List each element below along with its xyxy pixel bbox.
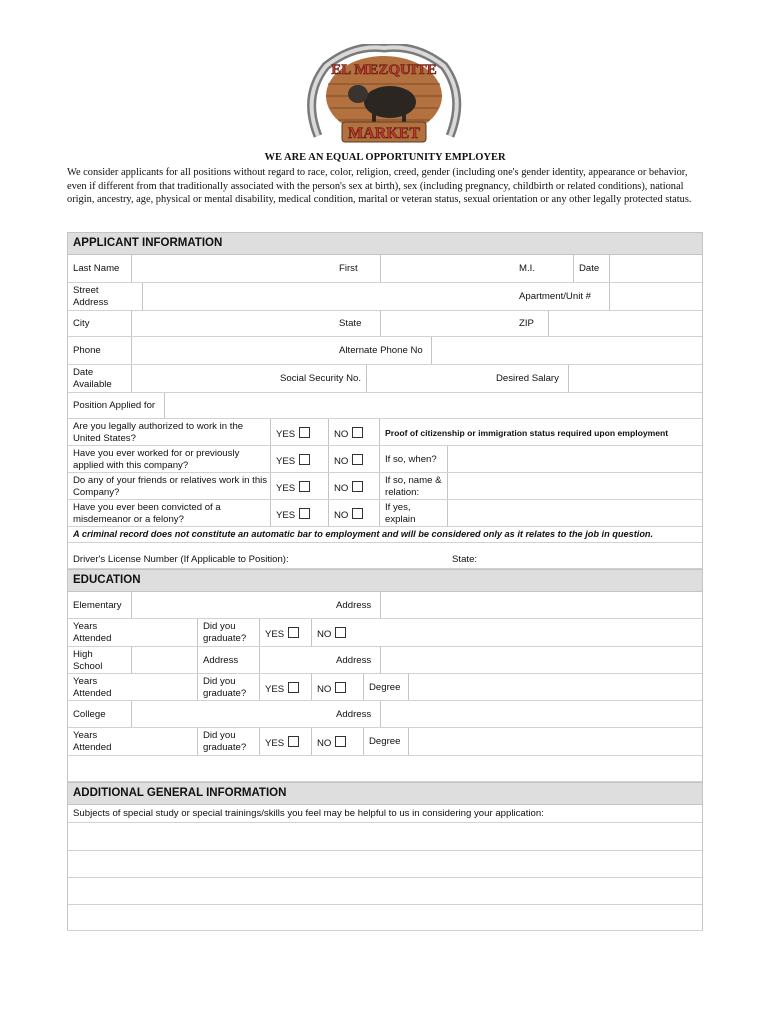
hs-address-label: Address [203, 655, 239, 666]
drivers-license-label: Driver's License Number (If Applicable to Position): [73, 554, 289, 565]
first-name-label: First [339, 263, 358, 274]
phone-field[interactable] [131, 337, 335, 364]
authorized-question: Are you legally authorized to work in the United States? [73, 421, 244, 444]
college-address-field[interactable] [380, 701, 704, 727]
college-degree-field[interactable] [408, 728, 704, 755]
college-yes-label: YES [265, 738, 285, 749]
authorized-yes-label: YES [276, 429, 296, 440]
section-applicant-information: APPLICANT INFORMATION [67, 232, 703, 255]
section-additional-information: ADDITIONAL GENERAL INFORMATION [67, 782, 703, 805]
position-field[interactable] [164, 393, 704, 418]
last-name-label: Last Name [73, 263, 120, 274]
date-label: Date [579, 263, 600, 274]
if-so-name-label: If so, name & relation: [385, 475, 442, 498]
date-available-label: Date Available [73, 367, 112, 390]
hs-no-checkbox[interactable] [335, 682, 346, 693]
row-elementary [67, 592, 703, 619]
if-yes-explain-label: If yes, explain [385, 502, 416, 525]
if-yes-explain-field[interactable] [447, 500, 704, 526]
convicted-no-checkbox[interactable] [352, 508, 363, 519]
elementary-yes-checkbox[interactable] [288, 627, 299, 638]
application-form [67, 232, 703, 931]
authorized-no-label: NO [334, 429, 349, 440]
row-high-school [67, 647, 703, 674]
ssn-label: Social Security No. [280, 373, 362, 384]
high-school-label: High School [73, 649, 103, 672]
subjects-line-3[interactable] [67, 878, 703, 905]
worked-before-question: Have you ever worked for or previously applied with this company? [73, 448, 240, 471]
last-name-field[interactable] [131, 255, 335, 282]
eeo-statement: We consider applicants for all positions without regard to race, color, religion, creed, gender (including one's gender identity, appearance or behavior, even if different from that traditionally associated with the person's sex at birth), sex (including pregnancy, childbirth or related conditions), national origin, ancestry, age, physical or mental disability, medical condition, marital or veteran status, sexual orientation or any other legally protected status. [67, 167, 692, 206]
row-availability [67, 365, 703, 393]
hs-address-field-1[interactable] [259, 647, 330, 673]
college-years-label: Years Attended [73, 730, 112, 753]
elementary-field[interactable] [131, 592, 331, 618]
hs-yes-label: YES [265, 684, 285, 695]
alt-phone-label: Alternate Phone No [339, 345, 423, 356]
hs-no-label: NO [317, 684, 332, 695]
friends-question: Do any of your friends or relatives work in this Company? [73, 475, 268, 498]
desired-salary-field[interactable] [568, 365, 704, 392]
high-school-field[interactable] [131, 647, 198, 673]
ssn-field[interactable] [366, 365, 491, 392]
criminal-record-note: A criminal record does not constitute an automatic bar to employment and will be considered only as it relates to the job in question. [73, 529, 654, 539]
friends-yes-checkbox[interactable] [299, 481, 310, 492]
elementary-graduate-label: Did you graduate? [203, 621, 247, 644]
row-friends [67, 473, 703, 500]
subjects-line-2[interactable] [67, 851, 703, 878]
hs-yes-checkbox[interactable] [288, 682, 299, 693]
hs-graduate-label: Did you graduate? [203, 676, 247, 699]
worked-no-label: NO [334, 456, 349, 467]
subjects-line-4[interactable] [67, 905, 703, 931]
subjects-line-1[interactable] [67, 823, 703, 851]
city-field[interactable] [131, 311, 335, 336]
mi-label: M.I. [519, 263, 535, 274]
eeo-heading: WE ARE AN EQUAL OPPORTUNITY EMPLOYER [264, 152, 506, 163]
college-graduate-label: Did you graduate? [203, 730, 247, 753]
mi-field[interactable] [573, 255, 574, 282]
college-field[interactable] [131, 701, 331, 727]
dl-state-label: State: [452, 554, 478, 565]
first-name-field[interactable] [380, 255, 514, 282]
college-label: College [73, 709, 106, 720]
row-phone [67, 337, 703, 365]
hs-address-field-2[interactable] [380, 647, 704, 673]
proof-citizenship-note: Proof of citizenship or immigration status required upon employment [385, 428, 669, 438]
if-so-when-field[interactable] [447, 446, 704, 472]
logo-bottom-text: MARKET [348, 125, 420, 142]
row-street [67, 283, 703, 311]
row-college-years [67, 728, 703, 756]
row-drivers-license [67, 543, 703, 569]
row-worked-before [67, 446, 703, 473]
elementary-address-field[interactable] [380, 592, 704, 618]
section-education: EDUCATION [67, 569, 703, 592]
college-yes-checkbox[interactable] [288, 736, 299, 747]
hs-address-label-2: Address [336, 655, 372, 666]
elementary-no-checkbox[interactable] [335, 627, 346, 638]
hs-degree-field[interactable] [408, 674, 704, 700]
college-no-label: NO [317, 738, 332, 749]
elementary-no-label: NO [317, 629, 332, 640]
hs-years-label: Years Attended [73, 676, 112, 699]
desired-salary-label: Desired Salary [496, 373, 559, 384]
college-address-label: Address [336, 709, 372, 720]
convicted-no-label: NO [334, 510, 349, 521]
row-high-school-years [67, 674, 703, 701]
authorized-yes-checkbox[interactable] [299, 427, 310, 438]
zip-label: ZIP [519, 318, 534, 329]
row-name [67, 255, 703, 283]
row-subjects-label [67, 805, 703, 823]
row-college [67, 701, 703, 728]
state-field[interactable] [380, 311, 514, 336]
if-so-when-label: If so, when? [385, 454, 437, 465]
convicted-yes-checkbox[interactable] [299, 508, 310, 519]
worked-yes-label: YES [276, 456, 296, 467]
apartment-label: Apartment/Unit # [519, 291, 591, 302]
row-convicted [67, 500, 703, 527]
friends-no-checkbox[interactable] [352, 481, 363, 492]
row-position [67, 393, 703, 419]
subjects-label: Subjects of special study or special trainings/skills you feel may be helpful to us in considering your application: [73, 808, 544, 819]
street-address-field[interactable] [142, 283, 513, 310]
if-so-name-field[interactable] [447, 473, 704, 499]
phone-label: Phone [73, 345, 101, 356]
row-elementary-years [67, 619, 703, 647]
worked-yes-checkbox[interactable] [299, 454, 310, 465]
street-address-label: Street Address [73, 285, 109, 308]
elementary-years-label: Years Attended [73, 621, 112, 644]
position-label: Position Applied for [73, 400, 156, 411]
logo-top-text: EL MEZQUITE [331, 62, 437, 78]
state-label: State [339, 318, 362, 329]
row-city [67, 311, 703, 337]
alt-phone-field[interactable] [431, 337, 704, 364]
elementary-yes-label: YES [265, 629, 285, 640]
college-no-checkbox[interactable] [335, 736, 346, 747]
apartment-field[interactable] [609, 283, 704, 310]
elementary-address-label: Address [336, 600, 372, 611]
friends-yes-label: YES [276, 483, 296, 494]
company-logo [298, 44, 470, 144]
worked-no-checkbox[interactable] [352, 454, 363, 465]
date-available-field[interactable] [131, 365, 274, 392]
convicted-question: Have you ever been convicted of a misdemeanor or a felony? [73, 502, 221, 525]
friends-no-label: NO [334, 483, 349, 494]
authorized-no-checkbox[interactable] [352, 427, 363, 438]
college-degree-label: Degree [369, 736, 401, 747]
convicted-yes-label: YES [276, 510, 296, 521]
date-field[interactable] [609, 255, 704, 282]
row-education-spacer [67, 756, 703, 782]
row-authorized [67, 419, 703, 446]
hs-degree-label: Degree [369, 682, 401, 693]
zip-field[interactable] [548, 311, 704, 336]
row-criminal-note [67, 527, 703, 543]
elementary-label: Elementary [73, 600, 122, 611]
city-label: City [73, 318, 90, 329]
